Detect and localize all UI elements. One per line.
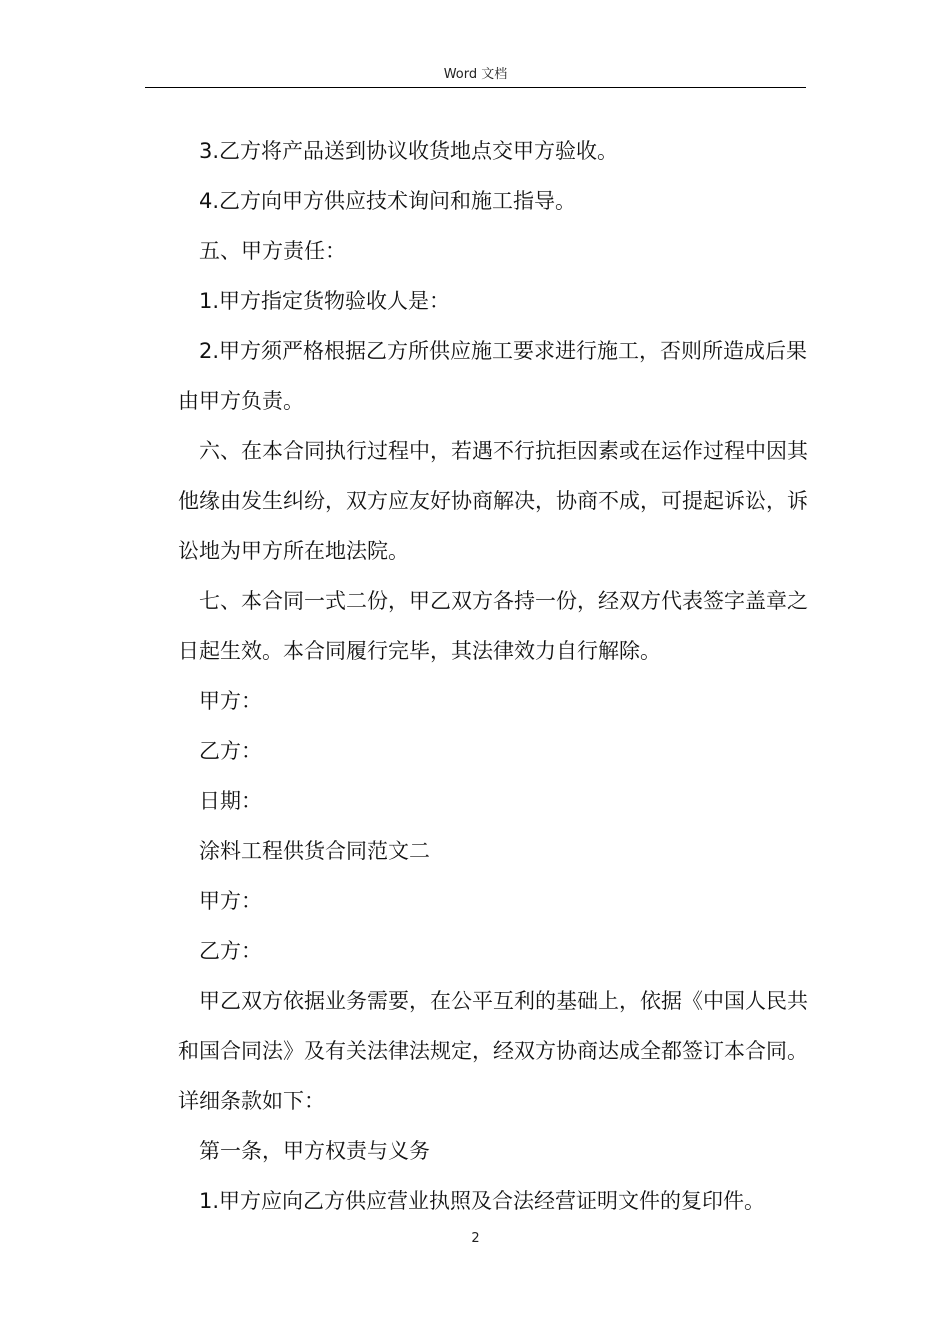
signature-line-party-a: 甲方： xyxy=(199,689,262,713)
signature-line-party-b: 乙方： xyxy=(199,739,262,763)
document-body xyxy=(178,126,810,1226)
header-divider xyxy=(145,87,806,88)
paragraph: 1.甲方指定货物验收人是： xyxy=(199,289,451,313)
paragraph: 七、本合同一式二份，甲乙双方各持一份，经双方代表签字盖章之日起生效。本合同履行完毕，其法律效力自行解除。 xyxy=(178,589,808,663)
page-number: 2 xyxy=(471,1231,480,1246)
article-heading: 第一条，甲方权责与义务 xyxy=(199,1139,430,1163)
paragraph: 甲乙双方依据业务需要，在公平互利的基础上，依据《中国人民共和国合同法》及有关法律法规定，经双方协商达成全都签订本合同。详细条款如下： xyxy=(178,989,808,1113)
paragraph: 六、在本合同执行过程中，若遇不行抗拒因素或在运作过程中因其他缘由发生纠纷，双方应友好协商解决，协商不成，可提起诉讼，诉讼地为甲方所在地法院。 xyxy=(178,439,808,563)
party-a-line: 甲方： xyxy=(199,889,262,913)
document-subtitle: 涂料工程供货合同范文二 xyxy=(199,839,430,863)
paragraph: 4.乙方向甲方供应技术询问和施工指导。 xyxy=(199,189,577,213)
page-header: Word 文档 xyxy=(443,67,508,82)
paragraph: 2.甲方须严格根据乙方所供应施工要求进行施工，否则所造成后果由甲方负责。 xyxy=(178,339,808,413)
signature-line-date: 日期： xyxy=(199,789,262,813)
paragraph: 3.乙方将产品送到协议收货地点交甲方验收。 xyxy=(199,139,619,163)
party-b-line: 乙方： xyxy=(199,939,262,963)
paragraph: 1.甲方应向乙方供应营业执照及合法经营证明文件的复印件。 xyxy=(199,1189,766,1213)
section-heading: 五、甲方责任： xyxy=(199,239,346,263)
